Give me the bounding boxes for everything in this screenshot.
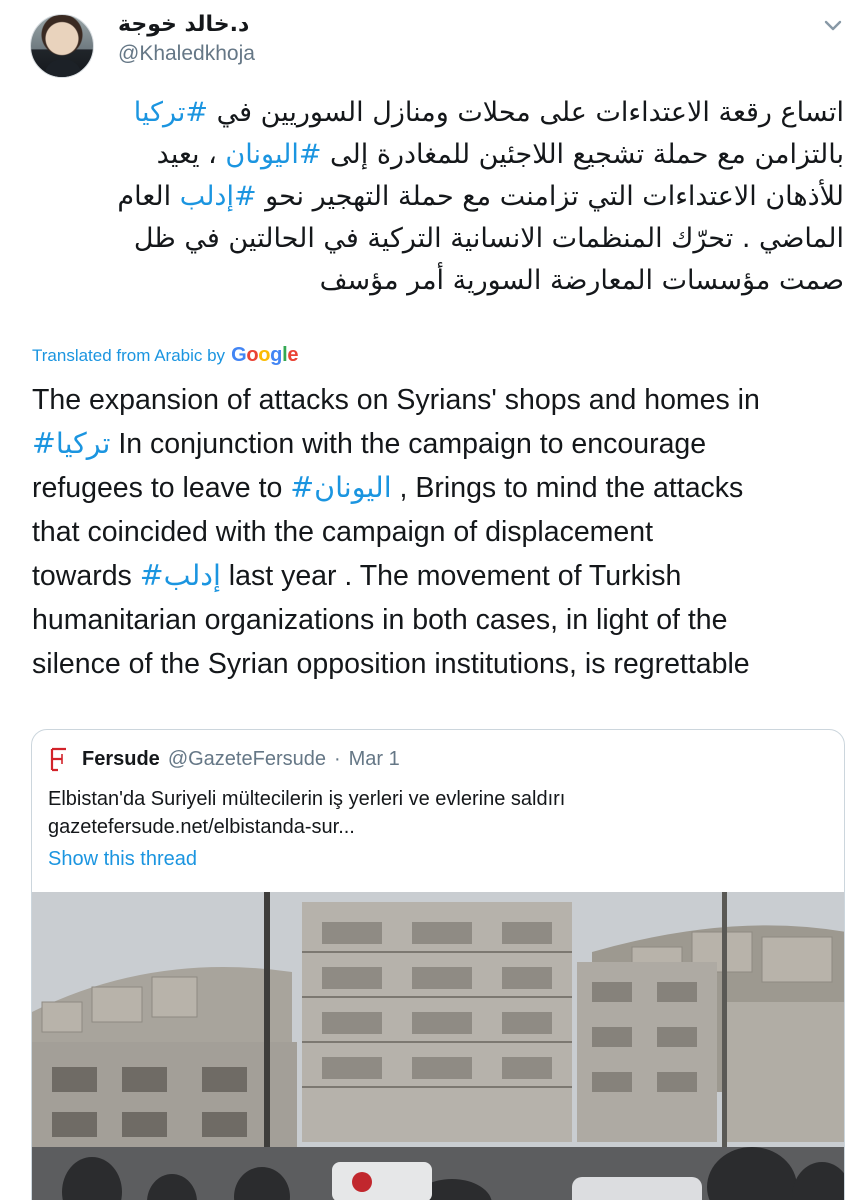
quoted-media-image[interactable] xyxy=(32,892,845,1200)
text-segment: الماضي . تحرّك المنظمات الانسانية التركية في الحالتين في ظل xyxy=(133,223,844,254)
arabic-line xyxy=(28,92,844,134)
text-segment: بالتزامن مع حملة تشجيع اللاجئين للمغادرة إلى xyxy=(321,139,844,170)
translation-line xyxy=(32,642,847,686)
quoted-author-handle[interactable]: @GazeteFersude xyxy=(167,747,326,770)
text-segment: humanitarian organizations in both cases, in light of the xyxy=(32,604,728,636)
google-logo-letter: G xyxy=(231,344,247,366)
text-segment: silence of the Syrian opposition institutions, is regrettable xyxy=(32,648,750,680)
google-logo-letter: g xyxy=(270,344,283,366)
arabic-line xyxy=(28,218,844,260)
google-logo-letter: l xyxy=(282,344,288,366)
text-segment: that coincided with the campaign of displacement xyxy=(32,516,654,548)
hashtag-link[interactable]: #إدلب xyxy=(139,559,221,592)
arabic-line xyxy=(28,134,844,176)
text-segment: , Brings to mind the attacks xyxy=(391,472,744,504)
google-logo-letter: e xyxy=(287,344,299,366)
quoted-tweet-card[interactable] xyxy=(31,729,845,1200)
text-segment: last year . The movement of Turkish xyxy=(220,560,682,592)
translation-line xyxy=(32,466,847,510)
text-segment: للأذهان الاعتداءات التي تزامنت مع حملة التهجير نحو xyxy=(256,181,844,212)
arabic-line xyxy=(28,176,844,218)
chevron-down-icon[interactable] xyxy=(820,12,846,38)
quoted-tweet-text: Elbistan'da Suriyeli mültecilerin iş yerleri ve evlerine saldırı xyxy=(48,788,566,810)
hashtag-link[interactable]: #تركيا xyxy=(32,427,111,460)
arabic-line xyxy=(28,260,844,302)
google-logo-letter: o xyxy=(258,344,271,366)
text-segment: In conjunction with the campaign to encourage xyxy=(110,428,707,460)
text-segment: العام xyxy=(117,181,180,212)
translation-line xyxy=(32,378,847,422)
google-logo-letter: o xyxy=(246,344,259,366)
author-handle[interactable]: @Khaledkhoja xyxy=(118,42,255,65)
text-segment: اتساع رقعة الاعتداءات على محلات ومنازل السوريين في xyxy=(208,97,844,128)
avatar[interactable] xyxy=(30,14,94,78)
street-scene-image xyxy=(32,892,845,1200)
tweet-header xyxy=(30,10,850,78)
translation-line xyxy=(32,554,847,598)
hashtag-link[interactable]: #إدلب xyxy=(179,181,257,212)
hashtag-link[interactable]: #تركيا xyxy=(133,97,209,128)
translation-line xyxy=(32,422,847,466)
show-thread-link[interactable]: Show this thread xyxy=(48,848,197,870)
text-segment: towards xyxy=(32,560,140,592)
separator-dot: · xyxy=(333,747,341,770)
quoted-date[interactable]: Mar 1 xyxy=(348,747,400,770)
translation-line xyxy=(32,510,847,554)
translation-line xyxy=(32,598,847,642)
hashtag-link[interactable]: #اليونان xyxy=(225,139,322,170)
text-segment: refugees to leave to xyxy=(32,472,291,504)
google-logo xyxy=(231,344,298,367)
author-name[interactable]: د.خالد خوجة xyxy=(118,12,250,37)
tweet-text-arabic xyxy=(28,92,844,302)
translated-label: Translated from Arabic by xyxy=(32,346,226,365)
quoted-author-name[interactable]: Fersude xyxy=(82,747,160,770)
translation-attribution xyxy=(32,344,298,367)
tweet-text-translation xyxy=(32,378,847,686)
text-segment: The expansion of attacks on Syrians' shops and homes in xyxy=(32,384,760,416)
fersude-logo-icon xyxy=(48,746,70,772)
quoted-tweet-link[interactable]: gazetefersude.net/elbistanda-sur... xyxy=(48,816,355,838)
quoted-tweet-header xyxy=(48,746,400,772)
text-segment: صمت مؤسسات المعارضة السورية أمر مؤسف xyxy=(319,265,844,296)
text-segment: ، يعيد xyxy=(156,139,226,170)
hashtag-link[interactable]: #اليونان xyxy=(290,471,392,504)
